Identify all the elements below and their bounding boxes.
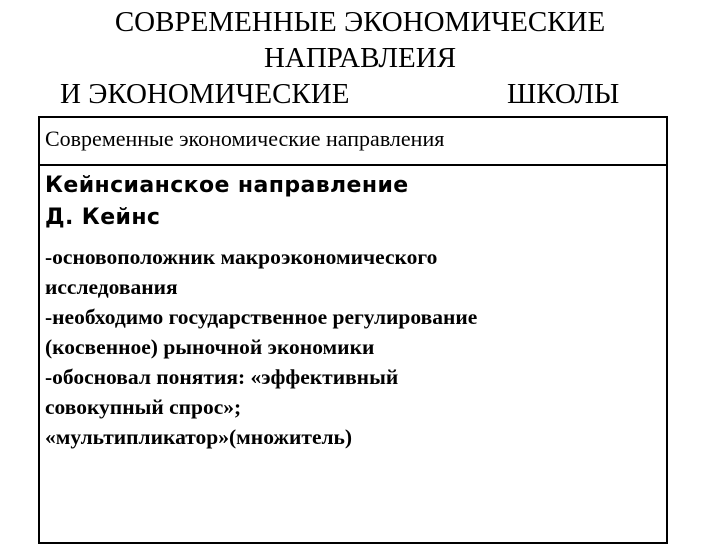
slide-title-line-3	[0, 76, 720, 112]
bullet-line: -обосновал понятия: «эффективный	[45, 365, 399, 389]
author-name: Д. Кейнс	[45, 205, 161, 230]
bullet-line: «мультипликатор»(множитель)	[45, 425, 353, 449]
bullet-line: (косвенное) рыночной экономики	[45, 335, 375, 359]
bullet-line: исследования	[45, 275, 178, 299]
slide-title-line-2: НАПРАВЛЕИЯ	[263, 42, 457, 74]
slide-title-line-1: СОВРЕМЕННЫЕ ЭКОНОМИЧЕСКИЕ	[114, 6, 606, 38]
frame-body	[40, 166, 666, 452]
section-heading: Кейнсианское направление	[45, 173, 409, 198]
slide-title-line-3-right: ШКОЛЫ	[507, 78, 620, 110]
bullet-line: -необходимо государственное регулирование	[45, 305, 478, 329]
frame-header: Современные экономические направления	[40, 118, 666, 166]
slide-title	[0, 4, 720, 112]
bullet-line: -основоположник макроэкономического	[45, 245, 438, 269]
bullet-list	[45, 242, 666, 452]
content-frame	[38, 116, 668, 544]
bullet-line: совокупный спрос»;	[45, 395, 242, 419]
slide-title-line-3-left: И ЭКОНОМИЧЕСКИЕ	[60, 78, 350, 110]
